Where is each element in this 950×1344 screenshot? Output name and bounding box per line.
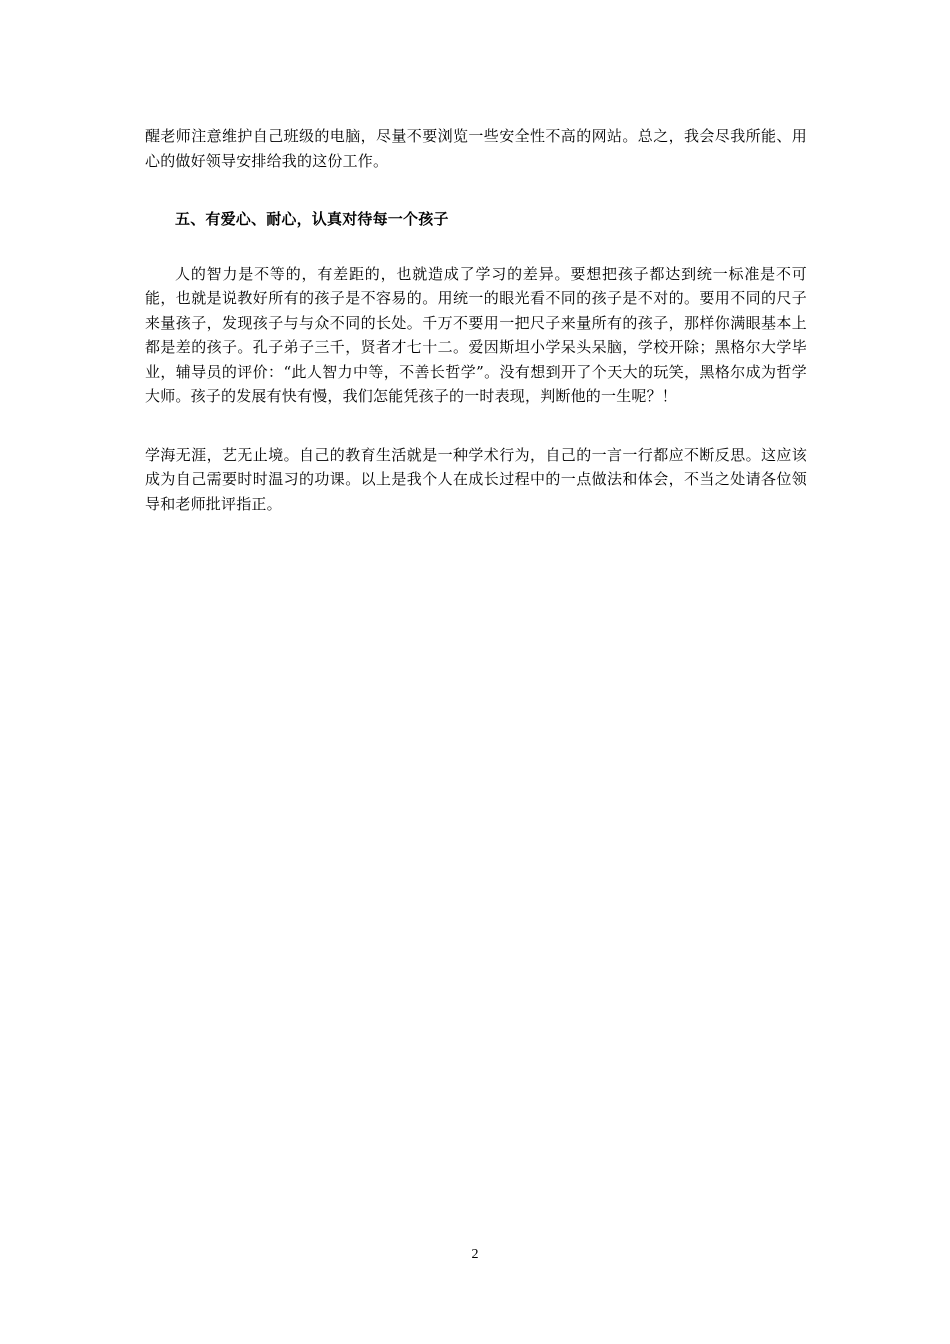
page-content (145, 124, 807, 516)
paragraph-conclusion: 学海无涯，艺无止境。自己的教育生活就是一种学术行为，自己的一言一行都应不断反思。这应该成为自己需要时时温习的功课。以上是我个人在成长过程中的一点做法和体会，不当之处请各位领导和老师批评指正。 (145, 445, 807, 513)
paragraph-section5: 人的智力是不等的，有差距的，也就造成了学习的差异。要想把孩子都达到统一标准是不可能，也就是说教好所有的孩子是不容易的。用统一的眼光看不同的孩子是不对的。要用不同的尺子来量孩子，发现孩子与与众不同的长处。千万不要用一把尺子来量所有的孩子，那样你满眼基本上都是差的孩子。孔子弟子三千，贤者才七十二。爱因斯坦小学呆头呆脑，学校开除；黑格尔大学毕业，辅导员的评价：“此人智力中等，不善长哲学”。没有想到开了个天大的玩笑，黑格尔成为哲学大师。孩子的发展有快有慢，我们怎能凭孩子的一时表现，判断他的一生呢？！ (145, 264, 807, 405)
page-number: 2 (471, 1247, 479, 1262)
paragraph-continued: 醒老师注意维护自己班级的电脑，尽量不要浏览一些安全性不高的网站。总之，我会尽我所能、用心的做好领导安排给我的这份工作。 (145, 127, 807, 170)
section-heading: 五、有爱心、耐心，认真对待每一个孩子 (175, 210, 449, 228)
